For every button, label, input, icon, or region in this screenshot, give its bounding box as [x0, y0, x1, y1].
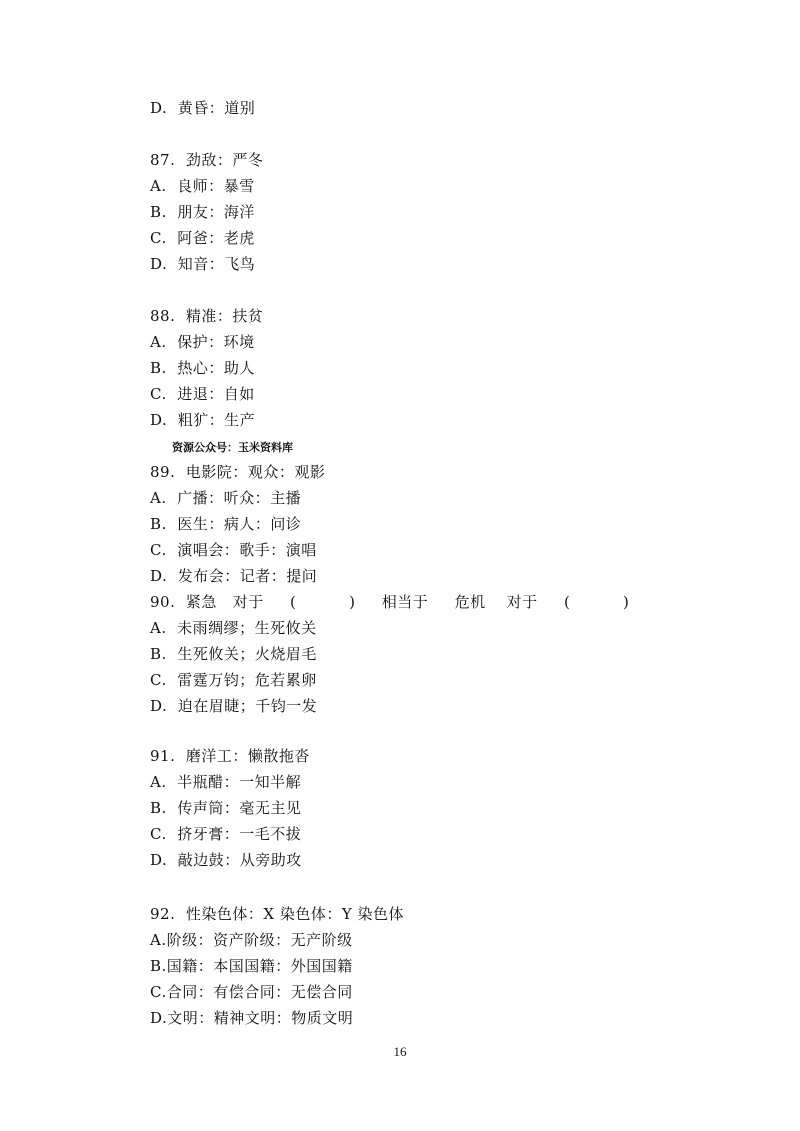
q91-stem: 91. 磨洋工：懒散拖沓 [150, 747, 310, 765]
q92-stem: 92. 性染色体：X 染色体：Y 染色体 [150, 905, 405, 923]
q89-stem: 89. 电影院：观众：观影 [150, 463, 326, 481]
q92-option-d: D.文明：精神文明：物质文明 [150, 1009, 354, 1027]
q86-option-d: D. 黄昏：道别 [150, 99, 256, 117]
q92-option-b: B.国籍：本国国籍：外国国籍 [150, 957, 353, 975]
q87-stem: 87. 劲敌：严冬 [150, 151, 264, 169]
source-watermark: 资源公众号：玉米资料库 [172, 441, 293, 454]
q88-option-b: B. 热心：助人 [150, 359, 255, 377]
q89-option-b: B. 医生：病人：问诊 [150, 515, 302, 533]
q91-option-b: B. 传声筒：毫无主见 [150, 799, 302, 817]
q89-option-a: A. 广播：听众：主播 [150, 489, 302, 507]
q88-option-c: C. 进退：自如 [150, 385, 255, 403]
q90-option-b: B. 生死攸关；火烧眉毛 [150, 645, 317, 663]
q90-option-d: D. 迫在眉睫；千钧一发 [150, 697, 318, 715]
q90-option-c: C. 雷霆万钧；危若累卵 [150, 671, 317, 689]
q87-option-b: B. 朋友：海洋 [150, 203, 255, 221]
q88-option-d: D. 粗犷：生产 [150, 411, 256, 429]
q87-option-d: D. 知音：飞鸟 [150, 255, 256, 273]
q92-option-a: A.阶级：资产阶级：无产阶级 [150, 931, 353, 949]
q89-option-c: C. 演唱会：歌手：演唱 [150, 541, 317, 559]
q88-option-a: A. 保护：环境 [150, 333, 255, 351]
q89-option-d: D. 发布会：记者：提问 [150, 567, 318, 585]
q87-option-c: C. 阿爸：老虎 [150, 229, 255, 247]
q90-option-a: A. 未雨绸缪；生死攸关 [150, 619, 317, 637]
q92-option-c: C.合同：有偿合同：无偿合同 [150, 983, 353, 1001]
q91-option-c: C. 挤牙膏：一毛不拔 [150, 825, 302, 843]
q91-option-a: A. 半瓶醋：一知半解 [150, 773, 302, 791]
q90-stem: 90. 紧急 对于 ( ) 相当于 危机 对于 ( ) [150, 593, 630, 611]
q87-option-a: A. 良师：暴雪 [150, 177, 255, 195]
page-number: 16 [393, 1044, 407, 1059]
q88-stem: 88. 精准：扶贫 [150, 307, 264, 325]
q91-option-d: D. 敲边鼓：从旁助攻 [150, 851, 302, 869]
